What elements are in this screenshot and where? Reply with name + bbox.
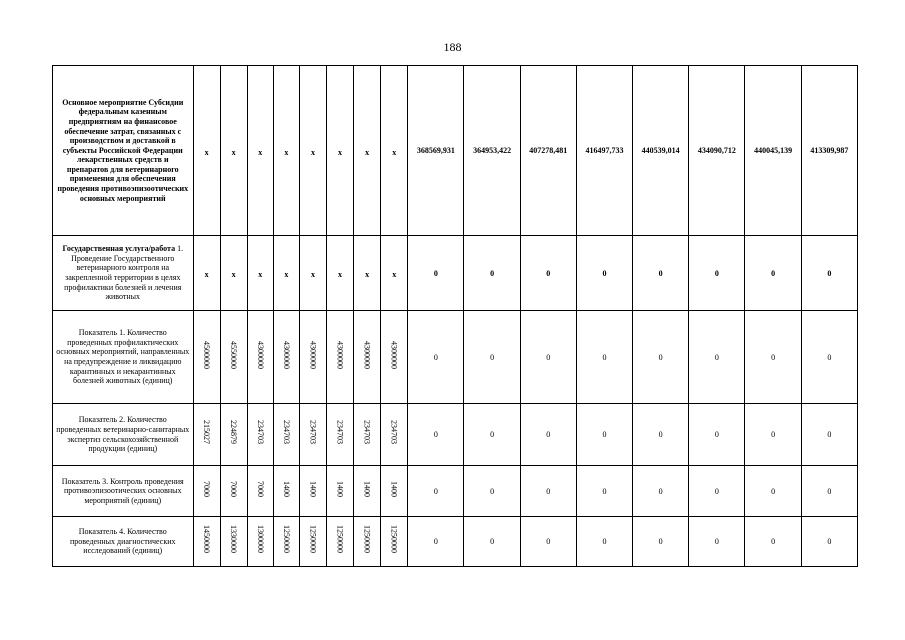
row-name-bold: Государственная услуга/работа: [62, 244, 176, 254]
indicator-cell: [273, 311, 299, 404]
indicator-mark: x: [231, 147, 236, 157]
amount-cell: 0: [801, 236, 857, 311]
amount-cell: 0: [576, 236, 632, 311]
row-name-bold: Основное мероприятие Субсидии федеральным казенным предприятиям на финансовое обеспечение затрат, связанных с производством и доставкой в субъекты Российской Федерации лекарственных средств и препаратов для ветеринарного применения для обеспечения проведения противоэпизоотических основных мероприятий: [57, 97, 189, 203]
amount-cell: 0: [408, 236, 464, 311]
row-name-cell: [53, 404, 194, 466]
amount-cell: 413309,987: [801, 66, 857, 236]
amount-cell: 0: [801, 404, 857, 466]
indicator-mark: x: [258, 147, 263, 157]
indicator-cell: [299, 466, 326, 517]
indicator-cell: [381, 466, 408, 517]
indicator-mark: x: [392, 147, 397, 157]
amount-cell: 0: [633, 236, 689, 311]
amount-cell: 416497,733: [576, 66, 632, 236]
indicator-cell: [299, 66, 326, 236]
amount-cell: 0: [520, 311, 576, 404]
amount-cell: 0: [464, 236, 520, 311]
indicator-cell: [273, 517, 299, 567]
row-name-text: Показатель 3. Контроль проведения противоэпизоотических основных мероприятий (единиц): [61, 476, 184, 505]
amount-cell: 0: [633, 466, 689, 517]
indicator-value: 234703: [308, 420, 318, 444]
indicator-value: 4550000: [229, 340, 239, 369]
indicator-mark: x: [392, 270, 397, 279]
indicator-value: 4500000: [202, 340, 212, 369]
indicator-value: 1250000: [308, 525, 318, 553]
indicator-value: 4300000: [281, 340, 291, 369]
row-name-text: Показатель 4. Количество проведенных диагностических исследований (единиц): [70, 527, 176, 556]
amount-cell: 0: [689, 311, 745, 404]
indicator-cell: [299, 236, 326, 311]
table-row: [53, 236, 858, 311]
amount-cell: 368569,931: [408, 66, 464, 236]
indicator-cell: [381, 311, 408, 404]
indicator-cell: [354, 404, 381, 466]
indicator-cell: [354, 466, 381, 517]
indicator-cell: [220, 466, 247, 517]
amount-cell: 0: [745, 236, 801, 311]
amount-cell: 0: [689, 466, 745, 517]
indicator-value: 234703: [362, 420, 372, 444]
indicator-cell: [381, 517, 408, 567]
amount-cell: 0: [408, 404, 464, 466]
indicator-cell: [354, 66, 381, 236]
amount-cell: 0: [520, 236, 576, 311]
indicator-cell: [381, 404, 408, 466]
indicator-cell: [193, 311, 220, 404]
indicator-cell: [299, 404, 326, 466]
indicator-mark: x: [204, 147, 209, 157]
row-name-text: Показатель 1. Количество проведенных профилактических основных мероприятий, направленных на предупреждение и ликвидацию карантинных и некарантинных болезней животных (единиц): [56, 328, 190, 386]
amount-cell: 0: [576, 404, 632, 466]
row-name-cell: [53, 466, 194, 517]
indicator-cell: [247, 466, 273, 517]
indicator-cell: [354, 517, 381, 567]
row-name-cell: [53, 311, 194, 404]
indicator-value: 1250000: [389, 525, 399, 553]
indicator-mark: x: [310, 270, 315, 279]
indicator-cell: [381, 66, 408, 236]
amount-cell: 407278,481: [520, 66, 576, 236]
indicator-mark: x: [338, 147, 343, 157]
indicator-value: 1400: [362, 480, 372, 497]
indicator-mark: x: [284, 270, 289, 279]
amount-cell: 0: [801, 466, 857, 517]
amount-cell: 0: [689, 517, 745, 567]
indicator-cell: [220, 236, 247, 311]
indicator-cell: [326, 236, 353, 311]
indicator-cell: [220, 517, 247, 567]
amount-cell: 0: [520, 517, 576, 567]
amount-cell: 440539,014: [633, 66, 689, 236]
indicator-cell: [247, 404, 273, 466]
indicator-mark: x: [284, 147, 289, 157]
indicator-value: 234703: [255, 420, 265, 444]
indicator-cell: [299, 311, 326, 404]
indicator-value: 1400: [335, 480, 345, 497]
indicator-value: 4300000: [255, 340, 265, 369]
row-name-cell: [53, 66, 194, 236]
indicator-cell: [326, 466, 353, 517]
amount-cell: 0: [464, 466, 520, 517]
amount-cell: 0: [408, 311, 464, 404]
amount-cell: 0: [520, 404, 576, 466]
amount-cell: 364953,422: [464, 66, 520, 236]
indicator-cell: [326, 66, 353, 236]
amount-cell: 0: [576, 311, 632, 404]
indicator-cell: [193, 517, 220, 567]
indicator-cell: [381, 236, 408, 311]
indicator-cell: [220, 404, 247, 466]
indicator-value: 4300000: [308, 340, 318, 369]
indicator-value: 1250000: [362, 525, 372, 553]
amount-cell: 0: [576, 466, 632, 517]
indicator-value: 224879: [229, 420, 239, 444]
amount-cell: 0: [464, 517, 520, 567]
indicator-cell: [354, 236, 381, 311]
table-row: [53, 404, 858, 466]
indicator-mark: x: [365, 147, 370, 157]
indicator-value: 234703: [281, 420, 291, 444]
indicator-mark: x: [231, 270, 236, 279]
indicator-value: 1250000: [335, 525, 345, 553]
indicator-mark: x: [204, 270, 209, 279]
indicator-cell: [220, 311, 247, 404]
table-row: [53, 311, 858, 404]
amount-cell: 0: [801, 517, 857, 567]
amount-cell: 0: [801, 311, 857, 404]
amount-cell: 0: [464, 404, 520, 466]
indicator-value: 1300000: [255, 525, 265, 553]
amount-cell: 0: [745, 404, 801, 466]
amount-cell: 0: [745, 517, 801, 567]
indicator-cell: [193, 66, 220, 236]
amount-cell: 0: [408, 466, 464, 517]
indicator-value: 7000: [255, 480, 265, 497]
indicator-value: 7000: [229, 480, 239, 497]
indicator-value: 1330000: [229, 525, 239, 553]
indicator-mark: x: [365, 270, 370, 279]
indicator-cell: [326, 517, 353, 567]
indicator-cell: [326, 311, 353, 404]
amount-cell: 0: [633, 311, 689, 404]
program-table: [52, 65, 858, 567]
indicator-cell: [193, 466, 220, 517]
indicator-cell: [247, 236, 273, 311]
indicator-cell: [247, 517, 273, 567]
indicator-value: 1400: [308, 480, 318, 497]
amount-cell: 0: [689, 236, 745, 311]
indicator-value: 1400: [281, 480, 291, 497]
indicator-value: 1250000: [281, 525, 291, 553]
indicator-cell: [247, 66, 273, 236]
indicator-cell: [299, 517, 326, 567]
amount-cell: 0: [633, 404, 689, 466]
amount-cell: 0: [464, 311, 520, 404]
indicator-cell: [273, 236, 299, 311]
indicator-cell: [220, 66, 247, 236]
indicator-value: 215027: [202, 420, 212, 444]
amount-cell: 0: [745, 466, 801, 517]
indicator-cell: [273, 404, 299, 466]
amount-cell: 434090,712: [689, 66, 745, 236]
indicator-cell: [193, 236, 220, 311]
indicator-value: 4300000: [362, 340, 372, 369]
amount-cell: 0: [633, 517, 689, 567]
indicator-value: 4300000: [335, 340, 345, 369]
page-number: 188: [443, 40, 462, 54]
table-row: [53, 517, 858, 567]
row-name-text: Показатель 2. Количество проведенных ветеринарно-санитарных экспертиз сельскохозяйственной продукции (единиц): [56, 415, 190, 454]
indicator-value: 234703: [389, 420, 399, 444]
amount-cell: 0: [408, 517, 464, 567]
row-name-cell: [53, 517, 194, 567]
row-name-cell: [53, 236, 194, 311]
indicator-value: 234703: [335, 420, 345, 444]
amount-cell: 0: [520, 466, 576, 517]
indicator-cell: [273, 66, 299, 236]
indicator-mark: x: [338, 270, 343, 279]
indicator-cell: [247, 311, 273, 404]
indicator-mark: x: [310, 147, 315, 157]
indicator-cell: [326, 404, 353, 466]
amount-cell: 0: [745, 311, 801, 404]
indicator-cell: [193, 404, 220, 466]
indicator-value: 1400: [389, 480, 399, 497]
amount-cell: 0: [576, 517, 632, 567]
amount-cell: 0: [689, 404, 745, 466]
indicator-value: 4300000: [389, 340, 399, 369]
row-name-text: 1. Проведение Государственного ветеринарного контроля на закрепленной территории в целях профилактики болезней и лечения животных: [64, 244, 184, 302]
indicator-mark: x: [258, 270, 263, 279]
amount-cell: 440045,139: [745, 66, 801, 236]
indicator-cell: [354, 311, 381, 404]
table-row: [53, 66, 858, 236]
indicator-value: 1450000: [202, 525, 212, 553]
table-row: [53, 466, 858, 517]
indicator-cell: [273, 466, 299, 517]
indicator-value: 7000: [202, 480, 212, 497]
